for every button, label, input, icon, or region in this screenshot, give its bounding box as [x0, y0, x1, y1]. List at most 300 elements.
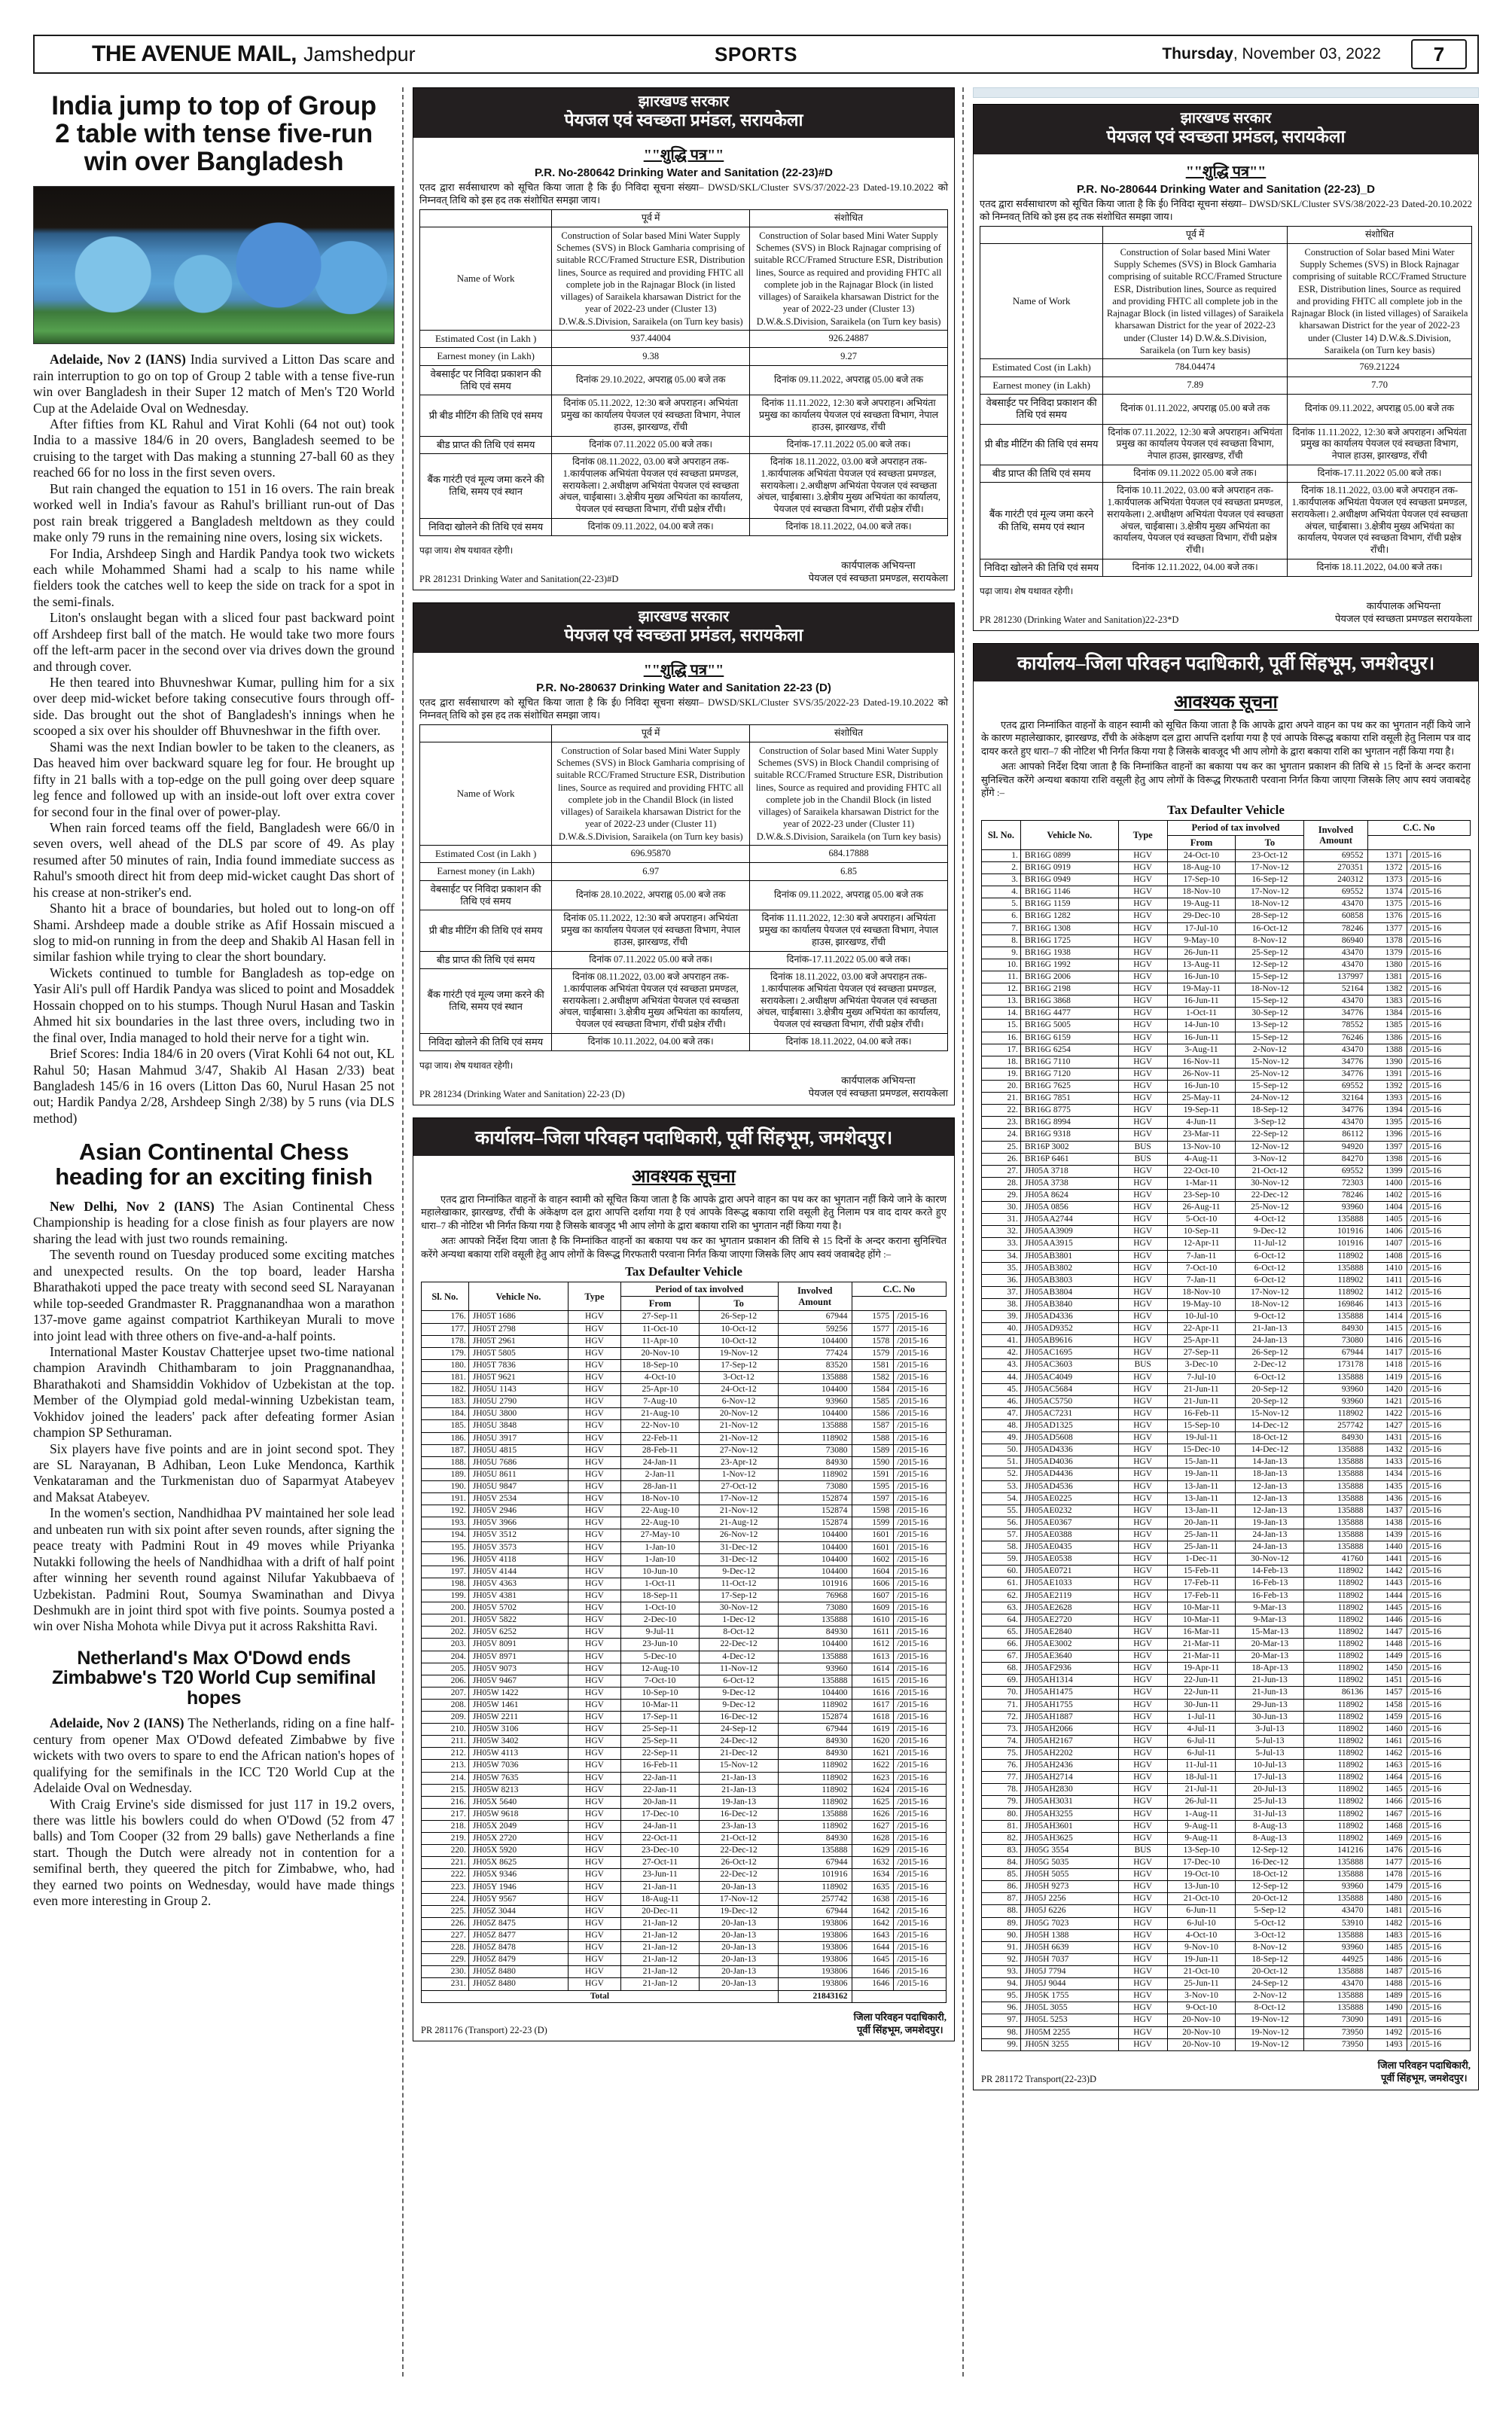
table-cell: JH05X 5640 [468, 1796, 568, 1808]
table-cell: JH05Z 8480 [468, 1966, 568, 1978]
table-row [982, 1735, 1471, 1747]
table-row [422, 1930, 947, 1942]
table-row [982, 1590, 1471, 1602]
table-cell: 20-Jan-11 [620, 1796, 700, 1808]
table-cell: 20-Jan-13 [700, 1942, 779, 1954]
table-cell: 208. [422, 1699, 469, 1711]
table-row [982, 1068, 1471, 1080]
row-after: दिनांक 11.11.2022, 12:30 बजे अपराहन। अभियंता प्रमुख का कार्यालय पेयजल एवं स्वच्छता विभाग, नेपाल हाउस, झारखण्ड, राँची [750, 395, 948, 436]
table-cell: 1420 [1367, 1383, 1407, 1395]
table-cell: 1477 [1367, 1856, 1407, 1868]
table-cell: 1614 [852, 1663, 894, 1675]
table-cell: 30-Nov-12 [1236, 1553, 1304, 1566]
table-cell: 223. [422, 1881, 469, 1893]
table-cell: HGV [569, 1456, 621, 1468]
table-cell: 31-Jul-13 [1236, 1808, 1304, 1820]
table-cell: 13-Sep-10 [1167, 1844, 1236, 1856]
table-cell: /2015-16 [894, 1905, 947, 1917]
row-after: 926.24887 [750, 330, 948, 347]
table-cell: /2015-16 [894, 1893, 947, 1905]
table-row [982, 1335, 1471, 1347]
table-row [980, 559, 1472, 576]
table-cell: 227. [422, 1930, 469, 1942]
table-cell: HGV [1118, 1286, 1167, 1298]
table-cell: 4. [982, 886, 1021, 898]
table-cell: JH05AA3915 [1020, 1238, 1118, 1250]
govt-name: झारखण्ड सरकार [638, 93, 730, 110]
table-cell: 1-Aug-11 [1167, 1808, 1236, 1820]
table-cell: 1589 [852, 1444, 894, 1456]
table-cell: /2015-16 [1407, 1117, 1470, 1129]
table-cell: 57. [982, 1529, 1021, 1541]
table-cell: JH05J 6226 [1020, 1905, 1118, 1917]
table-cell: 78246 [1304, 1189, 1367, 1201]
table-cell: 6-Jul-11 [1167, 1747, 1236, 1759]
table-cell: 1398 [1367, 1153, 1407, 1165]
table-cell: HGV [1118, 1226, 1167, 1238]
table-cell: 31-Dec-12 [700, 1553, 779, 1566]
table-cell: 135888 [778, 1614, 852, 1627]
post-note: पढ़ा जाय। शेष यथावत रहेगी। [980, 586, 1074, 597]
table-cell: /2015-16 [1407, 1553, 1470, 1566]
table-cell: HGV [1118, 1068, 1167, 1080]
table-cell: HGV [569, 1651, 621, 1663]
table-cell: HGV [1118, 1311, 1167, 1323]
table-cell: BR16G 2198 [1020, 983, 1118, 995]
table-cell: /2015-16 [894, 1699, 947, 1711]
table-cell: 135888 [1304, 1505, 1367, 1517]
table-cell: 19-Nov-12 [1236, 2026, 1304, 2038]
table-cell: 15-Sep-12 [1236, 1032, 1304, 1044]
table-cell: 1490 [1367, 2002, 1407, 2014]
table-cell: JH05W 3106 [468, 1724, 568, 1736]
table-cell: 68. [982, 1663, 1021, 1675]
table-row [982, 1881, 1471, 1893]
table-cell: 25-Nov-12 [1236, 1202, 1304, 1214]
table-cell: 84930 [1304, 1432, 1367, 1444]
table-cell: 19-Jul-11 [1167, 1432, 1236, 1444]
table-row [982, 922, 1471, 934]
table-row [422, 1578, 947, 1590]
row-label: निविदा खोलने की तिथि एवं समय [420, 1033, 552, 1050]
table-cell: HGV [1118, 1480, 1167, 1492]
table-cell: JH05M 2255 [1020, 2026, 1118, 2038]
row-label: बीड प्राप्त की तिथि एवं समय [980, 465, 1103, 482]
table-cell: 104400 [778, 1408, 852, 1420]
table-cell: JH05T 1686 [468, 1311, 568, 1323]
table-cell: /2015-16 [1407, 2014, 1470, 2026]
table-row [980, 377, 1472, 394]
article-netherlands-body [33, 1715, 395, 1909]
table-cell: 169846 [1304, 1298, 1367, 1310]
pr-ref: PR 281176 (Transport) 22-23 (D) [421, 2025, 547, 2036]
table-cell: 104400 [778, 1639, 852, 1651]
table-cell: 187. [422, 1444, 469, 1456]
table-cell: 21-Jan-12 [620, 1954, 700, 1966]
table-cell: 6-Oct-12 [1236, 1371, 1304, 1383]
table-cell: 26-Nov-12 [700, 1529, 779, 1541]
table-cell: /2015-16 [894, 1954, 947, 1966]
row-label: वेबसाईट पर निविदा प्रकाशन की तिथि एवं समय [980, 394, 1103, 424]
table-row [422, 1468, 947, 1480]
table-cell: BR16G 1282 [1020, 910, 1118, 922]
table-cell: 1-Oct-11 [620, 1578, 700, 1590]
table-cell: 46. [982, 1395, 1021, 1407]
row-before: दिनांक 09.11.2022, 04.00 बजे तक। [552, 518, 750, 535]
table-cell: 22-Aug-10 [620, 1517, 700, 1529]
table-cell: 18-Nov-10 [1167, 886, 1236, 898]
table-cell: HGV [569, 1590, 621, 1602]
table-cell: HGV [1118, 1784, 1167, 1796]
table-cell: HGV [1118, 862, 1167, 874]
table-cell: /2015-16 [1407, 1844, 1470, 1856]
table-cell: 15-Sep-10 [1167, 1420, 1236, 1432]
row-label: Name of Work [420, 227, 552, 330]
th-sl: Sl. No. [422, 1282, 469, 1311]
table-row [982, 1129, 1471, 1141]
table-cell: 118902 [1304, 1651, 1367, 1663]
table-cell: 12-Sep-12 [1236, 1844, 1304, 1856]
table-cell: 104400 [778, 1335, 852, 1347]
table-cell: 135888 [778, 1808, 852, 1820]
table-cell: 3-Sep-12 [1236, 1117, 1304, 1129]
table-cell: 73950 [1304, 2026, 1367, 2038]
table-cell: 1382 [1367, 983, 1407, 995]
table-cell: /2015-16 [894, 1529, 947, 1541]
corrigendum-title: ""शुद्धि पत्र"" [643, 146, 724, 163]
table-cell: HGV [569, 1553, 621, 1566]
table-cell: 193806 [778, 1966, 852, 1978]
table-cell: 44. [982, 1371, 1021, 1383]
table-cell: 24-Nov-12 [1236, 1093, 1304, 1105]
table-cell: HGV [1118, 1772, 1167, 1784]
table-cell: 48. [982, 1420, 1021, 1432]
table-cell: 193806 [778, 1917, 852, 1929]
dateline: New Delhi, Nov 2 (IANS) [50, 1199, 215, 1214]
notice-280642 [413, 87, 955, 590]
table-cell: 184. [422, 1408, 469, 1420]
table-cell: 30-Sep-12 [1236, 1008, 1304, 1020]
table-cell: 1-Dec-11 [1167, 1553, 1236, 1566]
table-cell: 152874 [778, 1505, 852, 1517]
table-cell: 22-Nov-10 [620, 1420, 700, 1432]
table-cell: 49. [982, 1432, 1021, 1444]
table-row [982, 1456, 1471, 1468]
table-cell: BR16G 1308 [1020, 922, 1118, 934]
table-cell: HGV [1118, 1856, 1167, 1868]
table-row [982, 1056, 1471, 1068]
table-cell: 23-Sep-10 [1167, 1189, 1236, 1201]
table-cell: 135888 [1304, 1456, 1367, 1468]
table-cell: 189. [422, 1468, 469, 1480]
table-cell: 75. [982, 1747, 1021, 1759]
table-cell: 1489 [1367, 1990, 1407, 2002]
table-cell: /2015-16 [1407, 1286, 1470, 1298]
table-cell: 34. [982, 1250, 1021, 1262]
table-row [982, 1723, 1471, 1735]
table-cell: 18-Sep-12 [1236, 1105, 1304, 1117]
transport-para-2: अतः आपको निर्देश दिया जाता है कि निम्नांकित वाहनों का बकाया पथ कर का भुगतान प्रकाशन की तिथि से 15 दिनों के अन्दर कराना सुनिश्चित करेंगे अन्यथा बकाया राशि वसूली हेतु आप लोगों के विरूद्ध गिरफतारी परवाना निर्गत किया जाएगा जिसके लिए आप स्वयं जवाबदेह होंगे :– [981, 761, 1471, 798]
table-cell: HGV [1118, 983, 1167, 995]
table-cell: HGV [569, 1687, 621, 1699]
table-cell: 19-Jan-11 [1167, 1468, 1236, 1480]
table-cell: HGV [1118, 1663, 1167, 1675]
table-cell: BUS [1118, 1141, 1167, 1153]
table-cell: 17-Feb-11 [1167, 1578, 1236, 1590]
table-cell: JH05AE2119 [1020, 1590, 1118, 1602]
row-after: दिनांक 18.11.2022, 03.00 बजे अपराहन तक- 1.कार्यपालक अभियंता पेयजल एवं स्वच्छता प्रमण्डल, सरायकेला। 2.अधीक्षण अभियंता पेयजल एवं स्वच्छता अंचल, चाईबासा। 3.क्षेत्रीय मुख्य अभियंता का कार्यालय, पेयजल एवं स्वच्छता विभाग, रॉची प्रक्षेत्र राँची। [1288, 483, 1472, 559]
table-cell: 52164 [1304, 983, 1367, 995]
row-before: दिनांक 01.11.2022, अपराह्न 05.00 बजे तक [1103, 394, 1288, 424]
table-cell: 1419 [1367, 1371, 1407, 1383]
section-title: SPORTS [715, 42, 797, 66]
table-cell: /2015-16 [1407, 1675, 1470, 1687]
table-cell: JH05H 1388 [1020, 1929, 1118, 1941]
table-cell: /2015-16 [894, 1371, 947, 1383]
table-cell: /2015-16 [1407, 1639, 1470, 1651]
table-cell: 29. [982, 1189, 1021, 1201]
table-row [422, 1311, 947, 1323]
table-row [422, 1699, 947, 1711]
table-cell: /2015-16 [1407, 1177, 1470, 1189]
table-cell: 71. [982, 1699, 1021, 1711]
paragraph: Brief Scores: India 184/6 in 20 overs (Virat Kohli 64 not out, KL Rahul 50; Hasan Mahmud 3/47, Shakib Al Hasan 2/33) beat Bangladesh 145/6 in 16 overs (Litton Das 60, Nurul Hasan 25 not out; Hardik Pandya 2/28, Arshdeep Singh 2/38) by 5 runs (via DLS method) [33, 1046, 395, 1126]
paragraph: After fifties from KL Rahul and Virat Kohli (64 not out) took India to a massive 184/6 in 20 overs, Bangladesh seemed to be cruising to the target with Das making a stunning 27-ball 60 as they reached 66 for no loss in the first seven overs. [33, 416, 395, 480]
table-cell: 93960 [1304, 1202, 1367, 1214]
table-cell: 220. [422, 1845, 469, 1857]
table-cell: 14-Jan-13 [1236, 1456, 1304, 1468]
table-cell: JH05T 2961 [468, 1335, 568, 1347]
table-row [982, 2002, 1471, 2014]
table-cell: 21-Mar-11 [1167, 1651, 1236, 1663]
table-cell: 20-Dec-11 [620, 1905, 700, 1917]
table-row [980, 465, 1472, 482]
table-cell: 20-Nov-10 [620, 1347, 700, 1359]
table-cell: 15-Nov-12 [1236, 1407, 1304, 1419]
table-cell: 226. [422, 1917, 469, 1929]
pr-ref: PR 281230 (Drinking Water and Sanitation)22-23*D [980, 614, 1179, 625]
table-cell: HGV [1118, 874, 1167, 886]
table-cell: HGV [569, 1493, 621, 1505]
table-cell: /2015-16 [1407, 1032, 1470, 1044]
table-cell: 201. [422, 1614, 469, 1627]
table-cell: 19-Nov-12 [1236, 2038, 1304, 2050]
table-cell: 51. [982, 1456, 1021, 1468]
table-cell: 17-Jul-10 [1167, 922, 1236, 934]
table-cell: /2015-16 [894, 1408, 947, 1420]
sig-office: पेयजल एवं स्वच्छता प्रमण्डल, सरायकेला [808, 1087, 948, 1099]
table-cell: 13-Aug-11 [1167, 959, 1236, 971]
table-cell: 1481 [1367, 1905, 1407, 1917]
table-cell: 1378 [1367, 934, 1407, 947]
table-cell: 183. [422, 1396, 469, 1408]
table-cell: 1644 [852, 1942, 894, 1954]
table-cell: 229. [422, 1954, 469, 1966]
table-cell: 17-Dec-10 [1167, 1856, 1236, 1868]
table-cell: JH05X 2049 [468, 1821, 568, 1833]
table-cell: 152874 [778, 1493, 852, 1505]
table-row [982, 1008, 1471, 1020]
table-cell: 17-Nov-12 [700, 1893, 779, 1905]
table-cell: 228. [422, 1942, 469, 1954]
table-cell: 1384 [1367, 1008, 1407, 1020]
table-cell: 1393 [1367, 1093, 1407, 1105]
table-cell: HGV [1118, 971, 1167, 983]
table-row [982, 1371, 1471, 1383]
table-cell: JH05AE0538 [1020, 1553, 1118, 1566]
table-cell: JH05W 2211 [468, 1712, 568, 1724]
table-row [420, 910, 948, 951]
table-cell: 34776 [1304, 1056, 1367, 1068]
paragraph: Shami was the next Indian bowler to be taken to the cleaners, as Das heaved him over backward square leg for four. He brought up fifty in 21 balls with a top-edge on the pull going over deep square leg fence and followed up with an inside-out loft over extra cover for second four in the final over of power-play. [33, 739, 395, 819]
table-cell: 79. [982, 1796, 1021, 1808]
table-cell: 101916 [1304, 1226, 1367, 1238]
table-cell: /2015-16 [1407, 1808, 1470, 1820]
table-cell: HGV [569, 1639, 621, 1651]
row-after: दिनांक 11.11.2022, 12:30 बजे अपराहन। अभियंता प्रमुख का कार्यालय पेयजल एवं स्वच्छता विभाग, नेपाल हाउस, झारखण्ड, राँची [1288, 424, 1472, 465]
table-cell: 1418 [1367, 1359, 1407, 1371]
page-columns [33, 87, 1479, 2377]
paragraph: When rain forced teams off the field, Bangladesh were 66/0 in seven overs, well ahead of the DLS par score of 49. As play resumed after 50 minutes of rain, India found immediate success as Rahul's smooth direct hit from deep mid-wicket caught Das short of his crease at non-striker's end. [33, 819, 395, 900]
table-cell: 43470 [1304, 995, 1367, 1008]
table-cell: JH05AE1033 [1020, 1578, 1118, 1590]
table-row [982, 910, 1471, 922]
table-cell: 19-Sep-11 [1167, 1105, 1236, 1117]
row-before: Construction of Solar based Mini Water Supply Schemes (SVS) in Block Gamharia comprising of suitable RCC/Framed Structure ESR, Distribution lines, Source as required and providing FHTC all complete job in the Rajnagar Block (in listed villages) of Saraikela kharsawan District for the year of 2022-23 under (Cluster 14) D.W.&.S.Division, Saraikela (on Turn key basis) [1103, 243, 1288, 358]
table-cell: JH05Z 8478 [468, 1942, 568, 1954]
table-cell: 8. [982, 934, 1021, 947]
table-cell: HGV [1118, 1214, 1167, 1226]
table-cell: 10-Oct-12 [700, 1335, 779, 1347]
table-cell: 16. [982, 1032, 1021, 1044]
table-row [422, 1954, 947, 1966]
table-row [422, 1857, 947, 1869]
table-cell: 1422 [1367, 1407, 1407, 1419]
table-cell: 77. [982, 1772, 1021, 1784]
table-cell: JH05U 8611 [468, 1468, 568, 1480]
table-cell: 118902 [778, 1784, 852, 1796]
table-cell: 89. [982, 1917, 1021, 1929]
table-cell: 1440 [1367, 1541, 1407, 1553]
table-cell: 20. [982, 1080, 1021, 1092]
tax-table-title: Tax Defaulter Vehicle [1167, 803, 1285, 818]
table-cell: 13-Jan-11 [1167, 1480, 1236, 1492]
signature-block [809, 1075, 948, 1100]
table-cell: 135888 [1304, 1371, 1367, 1383]
table-cell: /2015-16 [894, 1614, 947, 1627]
row-label: बैंक गारंटी एवं मूल्य जमा करने की तिथि, समय एवं स्थान [980, 483, 1103, 559]
table-cell: 1582 [852, 1371, 894, 1383]
table-cell: 212. [422, 1748, 469, 1760]
table-cell: 1-Jan-10 [620, 1541, 700, 1553]
table-cell: /2015-16 [1407, 1772, 1470, 1784]
notice-body [413, 653, 954, 1057]
table-cell: JH05X 9346 [468, 1869, 568, 1881]
table-cell: /2015-16 [894, 1323, 947, 1335]
table-cell: 104400 [778, 1687, 852, 1699]
table-cell: 13-Nov-10 [1167, 1141, 1236, 1153]
table-cell: HGV [1118, 1929, 1167, 1941]
table-cell: 21-Jan-12 [620, 1942, 700, 1954]
table-row [982, 971, 1471, 983]
table-cell: 65. [982, 1626, 1021, 1638]
table-cell: 20-Jan-13 [700, 1966, 779, 1978]
table-cell: 67944 [778, 1905, 852, 1917]
table-cell: 17-Nov-12 [1236, 886, 1304, 898]
table-cell: /2015-16 [1407, 1723, 1470, 1735]
table-cell: BR16G 6159 [1020, 1032, 1118, 1044]
table-cell: 118902 [1304, 1566, 1367, 1578]
table-cell: 43470 [1304, 1117, 1367, 1129]
table-row [422, 1724, 947, 1736]
table-cell: 9. [982, 947, 1021, 959]
table-cell: HGV [1118, 1407, 1167, 1419]
table-cell: 21-Jun-13 [1236, 1675, 1304, 1687]
table-cell: JH05AC5684 [1020, 1383, 1118, 1395]
table-cell: 20-Jan-13 [700, 1881, 779, 1893]
table-cell: HGV [1118, 1371, 1167, 1383]
row-after: 6.85 [750, 863, 948, 880]
column-divider [955, 87, 964, 2377]
table-cell: BR16G 1992 [1020, 959, 1118, 971]
date-rest: , November 03, 2022 [1233, 45, 1381, 63]
table-cell: 18-Nov-10 [1167, 1286, 1236, 1298]
table-cell: 9-Aug-11 [1167, 1820, 1236, 1832]
table-cell: /2015-16 [894, 1517, 947, 1529]
table-cell: 1578 [852, 1335, 894, 1347]
table-cell: HGV [1118, 1869, 1167, 1881]
table-cell: HGV [1118, 1651, 1167, 1663]
table-cell: 135888 [1304, 1965, 1367, 1977]
table-cell: 31. [982, 1214, 1021, 1226]
table-cell: HGV [569, 1748, 621, 1760]
table-cell: 67944 [778, 1857, 852, 1869]
table-cell: HGV [569, 1833, 621, 1845]
table-cell: 25-Nov-12 [1236, 1068, 1304, 1080]
table-cell: 17. [982, 1044, 1021, 1056]
table-cell: /2015-16 [1407, 1456, 1470, 1468]
table-cell: 19-Dec-12 [700, 1905, 779, 1917]
table-cell: JH05AE0388 [1020, 1529, 1118, 1541]
table-cell: 7. [982, 922, 1021, 934]
table-cell: HGV [1118, 1978, 1167, 1990]
table-cell: HGV [569, 1712, 621, 1724]
table-cell: 22-Jun-11 [1167, 1687, 1236, 1699]
table-row [422, 1480, 947, 1492]
table-cell: 20-Mar-13 [1236, 1651, 1304, 1663]
table-cell: /2015-16 [1407, 874, 1470, 886]
table-cell: HGV [1118, 1202, 1167, 1214]
table-cell: 1449 [1367, 1651, 1407, 1663]
table-cell: HGV [569, 1881, 621, 1893]
table-cell: 213. [422, 1760, 469, 1772]
row-after: दिनांक-17.11.2022 05.00 बजे तक। [1288, 465, 1472, 482]
table-cell: /2015-16 [1407, 1893, 1470, 1905]
table-row [982, 1165, 1471, 1177]
pr-number: P.R. No-280637 Drinking Water and Sanitation 22-23 (D) [536, 681, 831, 694]
table-cell: /2015-16 [894, 1760, 947, 1772]
table-cell: 1399 [1367, 1165, 1407, 1177]
table-cell: 21-Nov-12 [700, 1420, 779, 1432]
table-row [420, 330, 948, 347]
row-after: दिनांक 11.11.2022, 12:30 बजे अपराहन। अभियंता प्रमुख का कार्यालय पेयजल एवं स्वच्छता विभाग, नेपाल हाउस, झारखण्ड, राँची [750, 910, 948, 951]
table-cell: HGV [1118, 1444, 1167, 1456]
table-cell: JH05AD4536 [1020, 1480, 1118, 1492]
table-cell: HGV [1118, 1298, 1167, 1310]
table-cell: 32. [982, 1226, 1021, 1238]
table-cell: JH05U 9847 [468, 1480, 568, 1492]
table-cell: /2015-16 [1407, 1566, 1470, 1578]
